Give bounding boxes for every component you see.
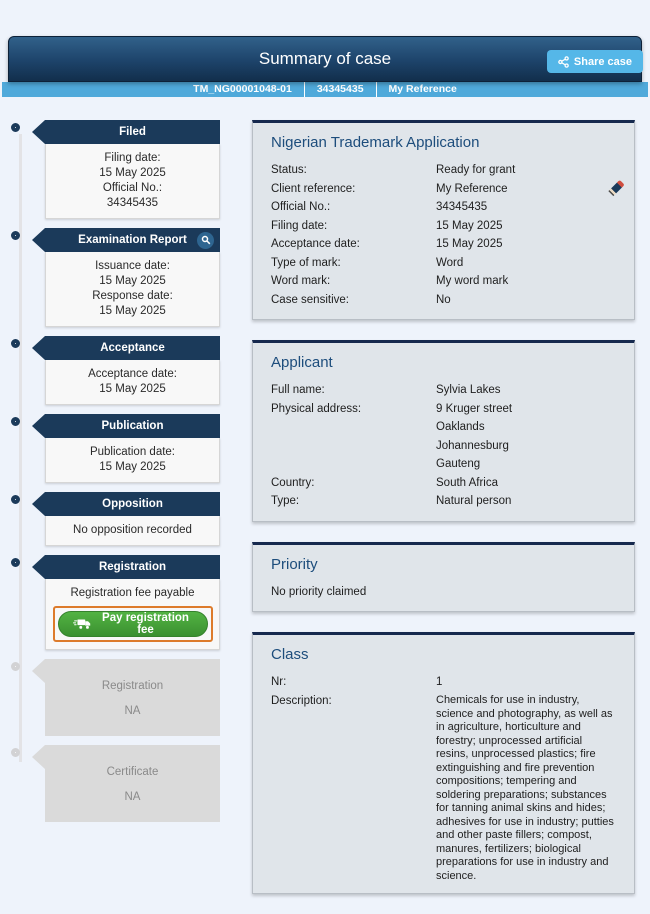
opposition-header: Opposition — [45, 492, 220, 516]
certificate-pending-value: NA — [124, 791, 141, 803]
field-row: Gauteng — [436, 458, 481, 470]
truck-icon — [73, 618, 93, 630]
milestone-certificate-pending — [0, 745, 220, 822]
magnifier-icon — [201, 235, 211, 245]
field-row: Johannesburg — [436, 439, 509, 452]
milestone-filed — [0, 120, 220, 219]
filed-line: Filing date: — [104, 152, 161, 164]
registration-pending-card — [45, 659, 220, 736]
field-row: Description: Chemicals for use in industry, science and photography, as well as in agriculture, horticulture and forestry; unprocessed artificial resins, unprocessed plastics; fire extinguishing and fire prevention compositions; tempering and soldering preparations; substances for tanning animal skins and hides; adhesives for use in industry; putties and other paste fillers; compost, manures, fertilizers; biological preparations for use in industry and science. — [271, 692, 616, 884]
page-title: Summary of case — [258, 49, 392, 68]
certificate-pending-card — [45, 745, 220, 822]
priority-note: No priority claimed — [271, 585, 367, 598]
registration-header: Registration — [45, 555, 220, 579]
milestone-acceptance — [0, 336, 220, 405]
client-reference: My Reference — [388, 83, 457, 95]
field-row: Case sensitive: No — [271, 293, 451, 306]
acceptance-header: Acceptance — [45, 336, 220, 360]
timeline-node-certificate-pending — [11, 748, 20, 757]
field-row: Oaklands — [436, 421, 485, 433]
field-row: Full name: Sylvia Lakes — [271, 384, 501, 396]
pay-registration-fee-button[interactable] — [58, 611, 208, 637]
field-row: Word mark: My word mark — [271, 275, 509, 287]
filed-line: Official No.: — [102, 182, 163, 194]
field-row: Nr: 1 — [271, 676, 443, 688]
publication-body — [45, 438, 220, 483]
field-row: Type: Natural person — [271, 495, 512, 507]
filed-line: 15 May 2025 — [99, 167, 166, 179]
timeline-node-examination — [11, 231, 20, 240]
field-row: Type of mark: Word — [271, 256, 464, 269]
field-row: Filing date: 15 May 2025 — [271, 219, 503, 232]
timeline-node-opposition — [11, 495, 20, 504]
publication-header: Publication — [45, 414, 220, 438]
milestone-publication — [0, 414, 220, 483]
priority-panel — [252, 542, 635, 613]
timeline-node-publication — [11, 417, 20, 426]
acceptance-body — [45, 360, 220, 405]
examination-line: 15 May 2025 — [99, 275, 166, 287]
filed-header: Filed — [45, 120, 220, 144]
timeline-node-registration-pending — [11, 662, 20, 671]
timeline-node-filed — [11, 123, 20, 132]
examination-body — [45, 252, 220, 327]
opposition-line: No opposition recorded — [73, 524, 192, 536]
class-description: Chemicals for use in industry, science and photography, as well as in agriculture, horticulture and forestry; unprocessed artificial resins, unprocessed plastics; fire extinguishing and fire prevention compositions; tempering and soldering preparations; substances for tanning animal skins and hides; adhesives for use in industry; putties and other paste fillers; compost, manures, fertilizers; biological preparations for use in industry and science. — [436, 694, 614, 882]
milestone-registration — [0, 555, 220, 650]
field-row: Official No.: 34345435 — [271, 201, 488, 213]
registration-fee-note: Registration fee payable — [70, 587, 195, 599]
share-case-label: Share case — [573, 55, 632, 68]
opposition-body — [45, 516, 220, 546]
case-number: TM_NG00001048-01 — [181, 82, 305, 97]
field-row: Client reference: My Reference — [271, 182, 508, 195]
pay-registration-fee-label: Pay registration fee — [102, 612, 189, 636]
registration-pending-value: NA — [124, 705, 141, 717]
filed-body — [45, 144, 220, 219]
application-panel-title: Nigerian Trademark Application — [271, 134, 480, 151]
milestone-opposition — [0, 492, 220, 546]
reference-bar — [2, 82, 648, 97]
examination-line: Issuance date: — [95, 260, 170, 272]
timeline-node-acceptance — [11, 339, 20, 348]
pencil-icon — [608, 180, 624, 196]
publication-line: Publication date: — [89, 446, 176, 458]
case-timeline — [0, 120, 220, 914]
share-nodes-icon — [558, 56, 569, 68]
examination-header: Examination Report — [45, 228, 220, 252]
publication-line: 15 May 2025 — [99, 461, 166, 473]
share-case-button[interactable] — [547, 50, 643, 73]
examination-line: 15 May 2025 — [99, 305, 166, 317]
priority-panel-title: Priority — [271, 555, 318, 573]
acceptance-line: Acceptance date: — [88, 368, 177, 380]
main-content — [0, 97, 650, 914]
applicant-panel — [252, 340, 635, 522]
registration-body — [45, 579, 220, 650]
field-row: Country: South Africa — [271, 476, 499, 489]
acceptance-line: 15 May 2025 — [99, 383, 166, 395]
detail-panels — [252, 120, 635, 914]
view-examination-report-button[interactable] — [197, 232, 214, 249]
examination-line: Response date: — [92, 290, 173, 302]
certificate-pending-title: Certificate — [106, 766, 159, 778]
class-panel-title: Class — [271, 646, 309, 663]
milestone-examination — [0, 228, 220, 327]
class-panel — [252, 632, 635, 894]
pay-button-highlight — [53, 606, 213, 642]
timeline-node-registration — [11, 558, 20, 567]
edit-client-reference-button[interactable] — [607, 179, 625, 197]
field-row: Status: Ready for grant — [271, 164, 516, 176]
registration-pending-title: Registration — [101, 680, 164, 692]
applicant-panel-title: Applicant — [271, 354, 333, 371]
field-row: Acceptance date: 15 May 2025 — [271, 238, 503, 250]
milestone-registration-pending — [0, 659, 220, 736]
field-row: Physical address: 9 Kruger street — [271, 402, 513, 415]
filed-line: 34345435 — [106, 197, 159, 209]
application-panel — [252, 120, 635, 320]
official-number: 34345435 — [305, 82, 377, 97]
